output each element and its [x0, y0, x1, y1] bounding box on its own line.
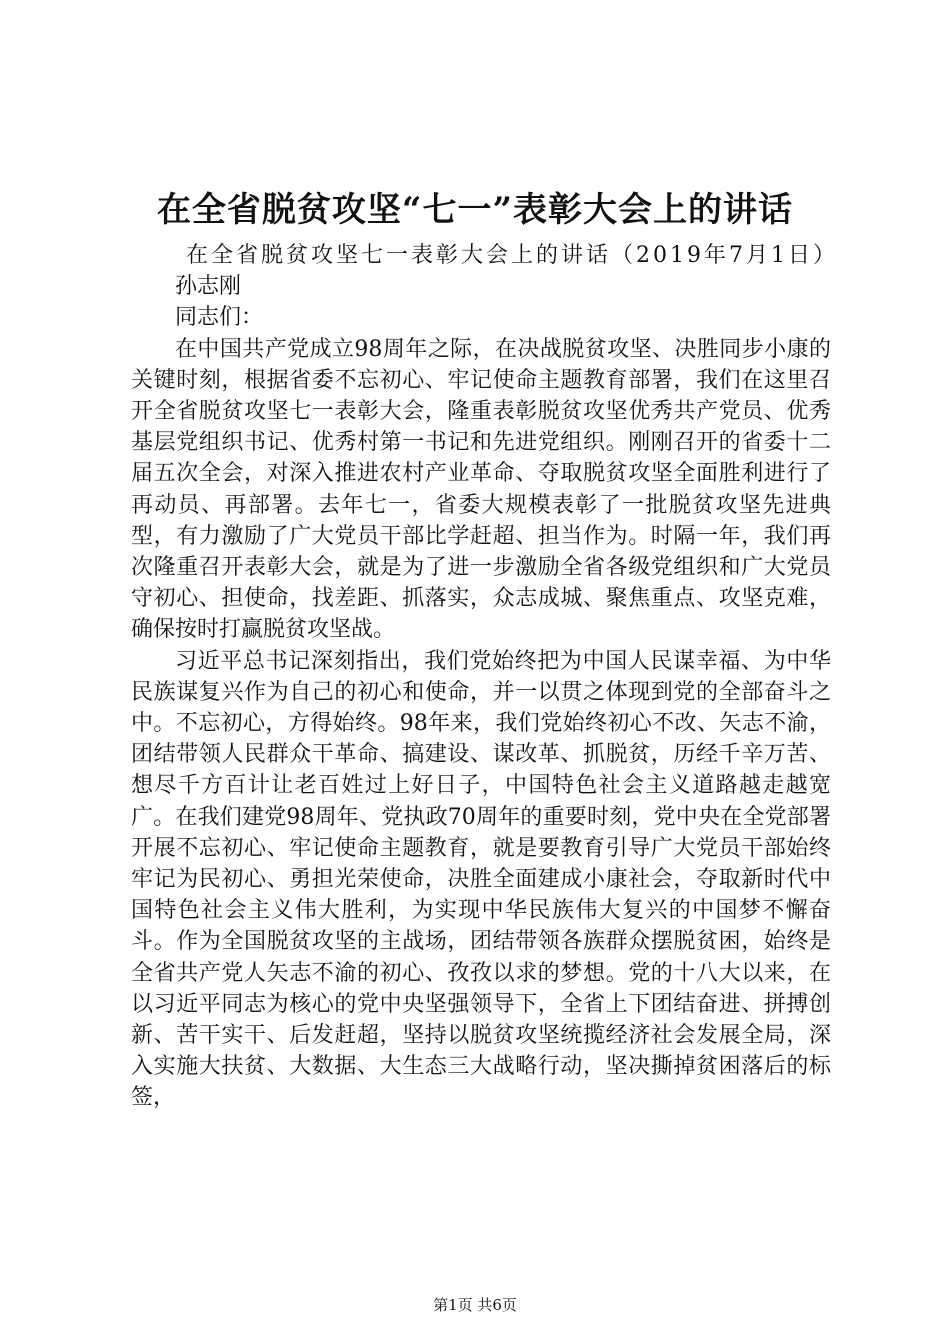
document-subtitle: 在全省脱贫攻坚七一表彰大会上的讲话（2019年7月1日）: [186, 243, 838, 268]
document-title: 在全省脱贫攻坚“七一”表彰大会上的讲话: [156, 190, 794, 230]
body-paragraph: 习近平总书记深刻指出，我们党始终把为中国人民谋幸福、为中华民族谋复兴作为自己的初心和使命，并一以贯之体现到党的全部奋斗之中。不忘初心，方得始终。98年来，我们党始终初心不改、矢志不渝，团结带领人民群众干革命、搞建设、谋改革、抓脱贫，历经千辛万苦、想尽千方百计让老百姓过上好日子，中国特色社会主义道路越走越宽广。在我们建党98周年、党执政70周年的重要时刻，党中央在全党部署开展不忘初心、牢记使命主题教育，就是要教育引导广大党员干部始终牢记为民初心、勇担光荣使命，决胜全面建成小康社会，夺取新时代中国特色社会主义伟大胜利，为实现中华民族伟大复兴的中国梦不懈奋斗。作为全国脱贫攻坚的主战场，团结带领各族群众摆脱贫困，始终是全省共产党人矢志不渝的初心、孜孜以求的梦想。党的十八大以来，在以习近平同志为核心的党中央坚强领导下，全省上下团结奋进、拼搏创新、苦干实干、后发赶超，坚持以脱贫攻坚统揽经济社会发展全局，深入实施大扶贫、大数据、大生态三大战略行动，坚决撕掉贫困落后的标签，: [131, 648, 831, 1111]
page-footer: 第1页 共6页: [433, 1296, 517, 1314]
document-body: [131, 240, 838, 1114]
body-paragraph: 在中国共产党成立98周年之际，在决战脱贫攻坚、决胜同步小康的关键时刻，根据省委不忘初心、牢记使命主题教育部署，我们在这里召开全省脱贫攻坚七一表彰大会，隆重表彰脱贫攻坚优秀共产党员、优秀基层党组织书记、优秀村第一书记和先进党组织。刚刚召开的省委十二届五次全会，对深入推进农村产业革命、夺取脱贫攻坚全面胜利进行了再动员、再部署。去年七一，省委大规模表彰了一批脱贫攻坚先进典型，有力激励了广大党员干部比学赶超、担当作为。时隔一年，我们再次隆重召开表彰大会，就是为了进一步激励全省各级党组织和广大党员守初心、担使命，找差距、抓落实，众志成城、聚焦重点、攻坚克难，确保按时打赢脱贫攻坚战。: [131, 336, 831, 643]
salutation: 同志们：: [175, 305, 264, 331]
author-name: 孙志刚: [175, 274, 242, 300]
